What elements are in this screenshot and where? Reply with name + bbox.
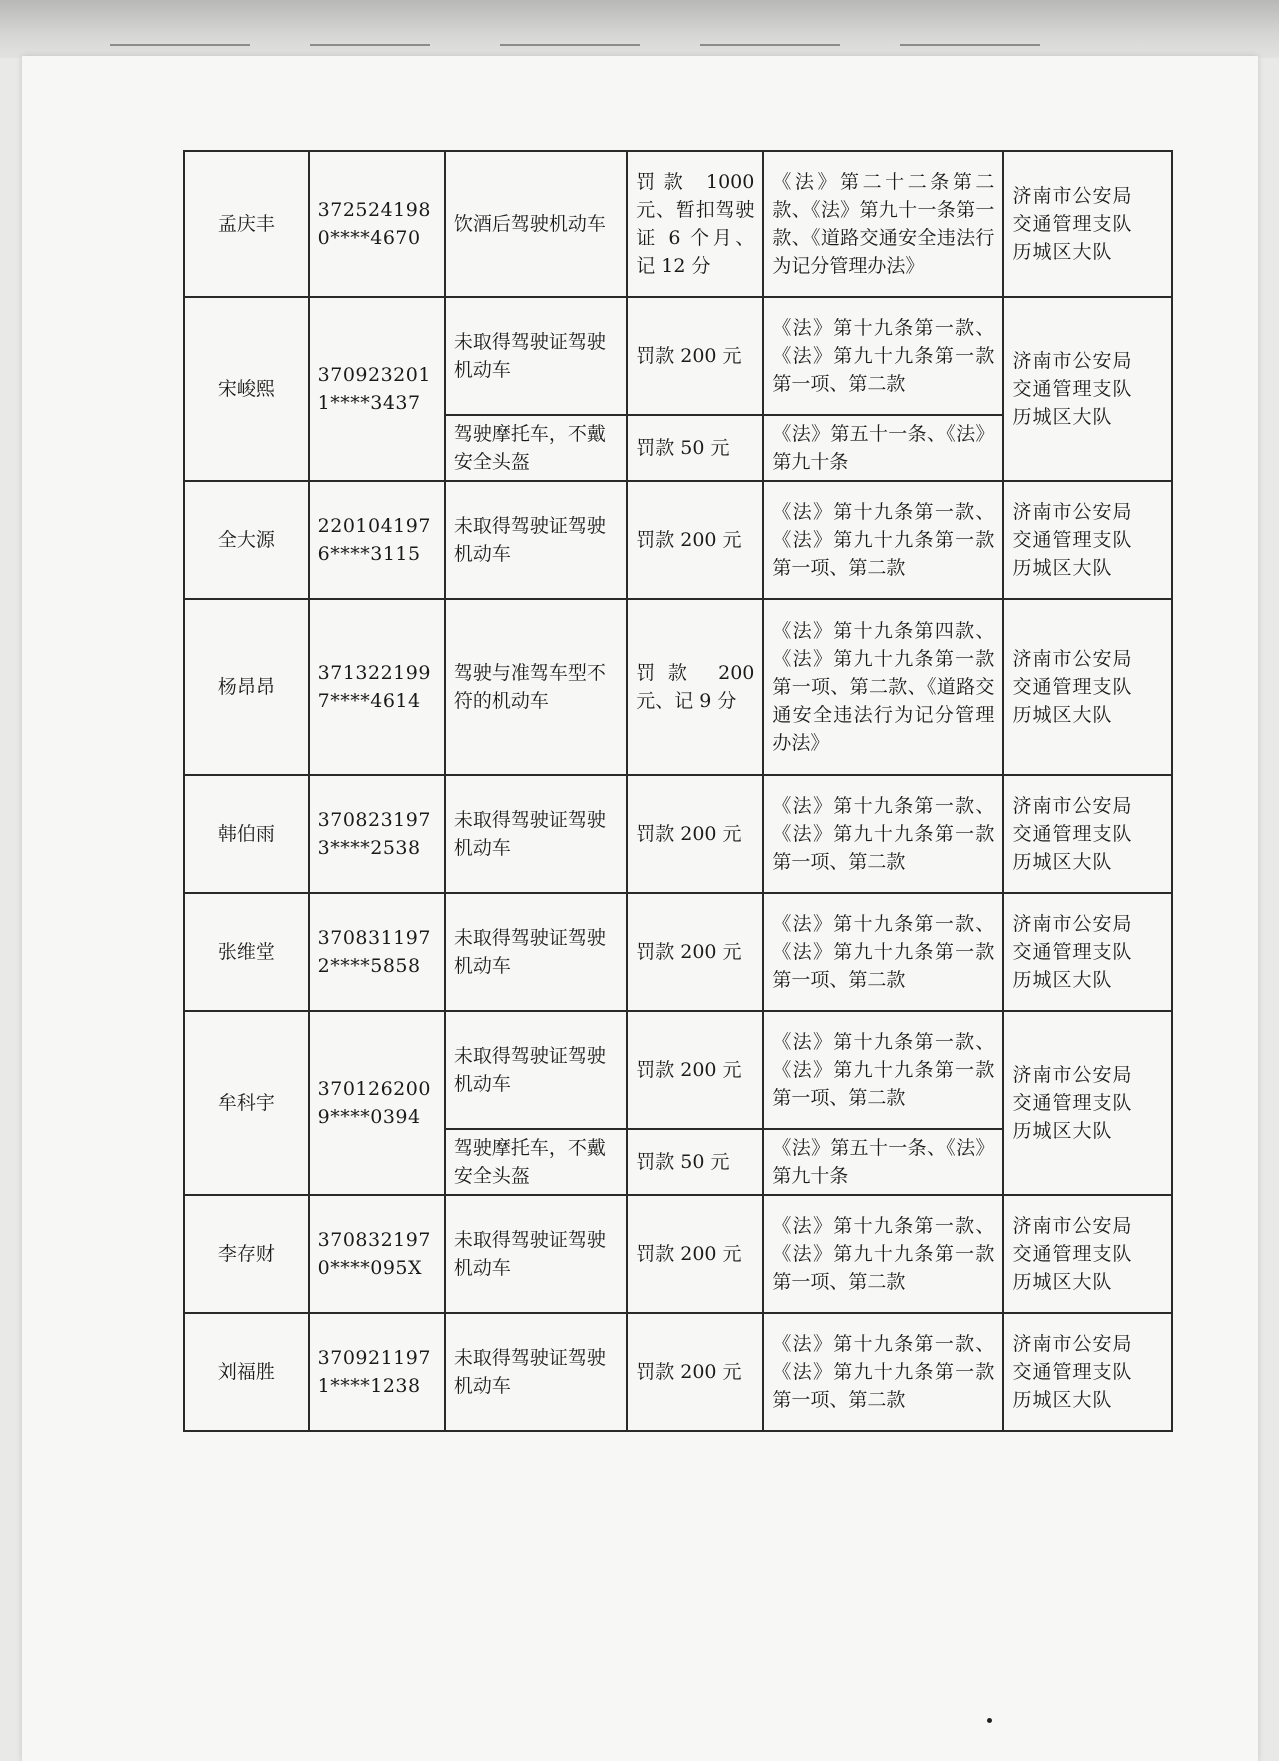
penalty-table bbox=[183, 150, 1173, 1432]
penalty: 罚款 200 元 bbox=[627, 1011, 763, 1129]
id-number: 370126200 9****0394 bbox=[309, 1011, 445, 1195]
violation-behavior: 未取得驾驶证驾驶机动车 bbox=[445, 297, 627, 415]
scan-fold-mark bbox=[310, 44, 430, 46]
legal-basis: 《法》第二十二条第二款、《法》第九十一条第一款、《道路交通安全违法行为记分管理办法》 bbox=[763, 151, 1003, 297]
penalty: 罚款 1000 元、暂扣驾驶证 6 个月、记 12 分 bbox=[627, 151, 763, 297]
id-number: 371322199 7****4614 bbox=[309, 599, 445, 775]
person-name: 张维堂 bbox=[184, 893, 309, 1011]
penalty: 罚款 200 元 bbox=[627, 893, 763, 1011]
violation-behavior: 驾驶摩托车，不戴安全头盔 bbox=[445, 1129, 627, 1195]
violation-behavior: 驾驶与准驾车型不符的机动车 bbox=[445, 599, 627, 775]
table-row bbox=[184, 599, 1172, 775]
penalty: 罚款 50 元 bbox=[627, 1129, 763, 1195]
person-name: 全大源 bbox=[184, 481, 309, 599]
authority: 济南市公安局 交通管理支队 历城区大队 bbox=[1003, 599, 1172, 775]
legal-basis: 《法》第十九条第一款、《法》第九十九条第一款第一项、第二款 bbox=[763, 1195, 1003, 1313]
table-row bbox=[184, 775, 1172, 893]
id-number: 372524198 0****4670 bbox=[309, 151, 445, 297]
table-row bbox=[184, 481, 1172, 599]
penalty: 罚款 200 元 bbox=[627, 1313, 763, 1431]
legal-basis: 《法》第十九条第一款、《法》第九十九条第一款第一项、第二款 bbox=[763, 893, 1003, 1011]
legal-basis: 《法》第五十一条、《法》第九十条 bbox=[763, 1129, 1003, 1195]
legal-basis: 《法》第十九条第一款、《法》第九十九条第一款第一项、第二款 bbox=[763, 1313, 1003, 1431]
violation-behavior: 未取得驾驶证驾驶机动车 bbox=[445, 1011, 627, 1129]
authority: 济南市公安局 交通管理支队 历城区大队 bbox=[1003, 481, 1172, 599]
person-name: 牟科宇 bbox=[184, 1011, 309, 1195]
table-row bbox=[184, 1011, 1172, 1129]
authority: 济南市公安局 交通管理支队 历城区大队 bbox=[1003, 893, 1172, 1011]
penalty: 罚款 200 元 bbox=[627, 1195, 763, 1313]
authority: 济南市公安局 交通管理支队 历城区大队 bbox=[1003, 775, 1172, 893]
id-number: 370921197 1****1238 bbox=[309, 1313, 445, 1431]
person-name: 李存财 bbox=[184, 1195, 309, 1313]
legal-basis: 《法》第十九条第一款、《法》第九十九条第一款第一项、第二款 bbox=[763, 297, 1003, 415]
violation-behavior: 未取得驾驶证驾驶机动车 bbox=[445, 481, 627, 599]
penalty: 罚款 50 元 bbox=[627, 415, 763, 481]
id-number: 370831197 2****5858 bbox=[309, 893, 445, 1011]
penalty: 罚款 200 元 bbox=[627, 481, 763, 599]
id-number: 370832197 0****095X bbox=[309, 1195, 445, 1313]
authority: 济南市公安局 交通管理支队 历城区大队 bbox=[1003, 1313, 1172, 1431]
scan-speck bbox=[987, 1718, 992, 1723]
table-row bbox=[184, 297, 1172, 415]
authority: 济南市公安局 交通管理支队 历城区大队 bbox=[1003, 297, 1172, 481]
person-name: 刘福胜 bbox=[184, 1313, 309, 1431]
authority: 济南市公安局 交通管理支队 历城区大队 bbox=[1003, 1011, 1172, 1195]
scan-fold-mark bbox=[700, 44, 840, 46]
id-number: 370923201 1****3437 bbox=[309, 297, 445, 481]
violation-behavior: 未取得驾驶证驾驶机动车 bbox=[445, 1195, 627, 1313]
id-number: 220104197 6****3115 bbox=[309, 481, 445, 599]
person-name: 孟庆丰 bbox=[184, 151, 309, 297]
legal-basis: 《法》第十九条第四款、《法》第九十九条第一款第一项、第二款、《道路交通安全违法行为记分管理办法》 bbox=[763, 599, 1003, 775]
authority: 济南市公安局 交通管理支队 历城区大队 bbox=[1003, 1195, 1172, 1313]
table-row bbox=[184, 893, 1172, 1011]
id-number: 370823197 3****2538 bbox=[309, 775, 445, 893]
person-name: 杨昂昂 bbox=[184, 599, 309, 775]
scan-fold-mark bbox=[900, 44, 1040, 46]
legal-basis: 《法》第十九条第一款、《法》第九十九条第一款第一项、第二款 bbox=[763, 481, 1003, 599]
violation-behavior: 驾驶摩托车，不戴安全头盔 bbox=[445, 415, 627, 481]
penalty: 罚款 200 元 bbox=[627, 297, 763, 415]
scan-fold-mark bbox=[500, 44, 640, 46]
violation-behavior: 饮酒后驾驶机动车 bbox=[445, 151, 627, 297]
table-row bbox=[184, 1195, 1172, 1313]
legal-basis: 《法》第十九条第一款、《法》第九十九条第一款第一项、第二款 bbox=[763, 1011, 1003, 1129]
violation-behavior: 未取得驾驶证驾驶机动车 bbox=[445, 775, 627, 893]
penalty: 罚款 200 元 bbox=[627, 775, 763, 893]
table-row bbox=[184, 151, 1172, 297]
table-row bbox=[184, 1313, 1172, 1431]
violation-behavior: 未取得驾驶证驾驶机动车 bbox=[445, 1313, 627, 1431]
scan-top-edge bbox=[0, 0, 1279, 58]
scan-fold-mark bbox=[110, 44, 250, 46]
legal-basis: 《法》第十九条第一款、《法》第九十九条第一款第一项、第二款 bbox=[763, 775, 1003, 893]
violation-behavior: 未取得驾驶证驾驶机动车 bbox=[445, 893, 627, 1011]
penalty: 罚款 200 元、记 9 分 bbox=[627, 599, 763, 775]
person-name: 宋峻熙 bbox=[184, 297, 309, 481]
legal-basis: 《法》第五十一条、《法》第九十条 bbox=[763, 415, 1003, 481]
authority: 济南市公安局 交通管理支队 历城区大队 bbox=[1003, 151, 1172, 297]
person-name: 韩伯雨 bbox=[184, 775, 309, 893]
